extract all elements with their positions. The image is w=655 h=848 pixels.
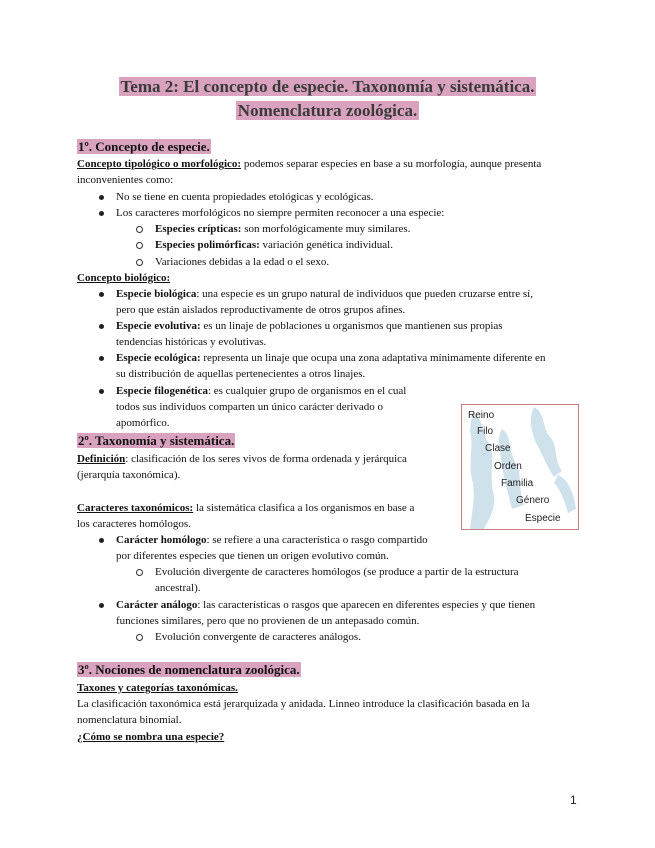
bullet-dot [99,211,104,216]
bullet-dot [99,389,104,394]
section-3-heading: 3º. Nociones de nomenclatura zoológica. [78,662,300,677]
list-item-continuation: su distribución de aquellas pertenecientes a otros linajes. [116,368,366,380]
biologico-heading: Concepto biológico: [77,272,171,284]
bullet-dot [99,603,104,608]
list-item: Especie filogenética: es cualquier grupo de organismos en el cual [116,385,407,397]
document-title-line-2: Nomenclatura zoológica. [237,101,418,120]
document-title-line-1: Tema 2: El concepto de especie. Taxonomía y sistemática. [120,77,535,96]
list-item-continuation: apomórfico. [116,417,170,429]
list-item: Especies crípticas: son morfológicamente muy similares. [155,223,411,235]
list-item: Carácter homólogo: se refiere a una característica o rasgo compartido [116,534,428,546]
definicion-line-1: Definición: clasificación de los seres vivos de forma ordenada y jerárquica [77,453,407,465]
bullet-dot [99,538,104,543]
sub-bullet-circle [136,634,143,641]
rank-label: Filo [477,426,494,437]
list-item: No se tiene en cuenta propiedades etológicas y ecológicas. [116,191,374,203]
list-item-continuation: pero que están aislados reproductivamente de otros grupos afines. [116,304,406,316]
definicion-line-2: (jerarquía taxonómica). [77,469,181,481]
list-item: Especies polimórficas: variación genética individual. [155,239,393,251]
rank-label: Especie [525,513,561,524]
sub-bullet-circle [136,259,143,266]
rank-label: Reino [468,410,495,421]
sub-bullet-circle [136,226,143,233]
rank-label: Género [516,495,550,506]
list-item: Especie biológica: una especie es un grupo natural de individuos que pueden cruzarse entre sí, [116,288,533,300]
caracteres-line-2: los caracteres homólogos. [77,518,191,530]
section-1-heading: 1º. Concepto de especie. [78,139,210,154]
list-item-continuation: por diferentes especies que tienen un origen evolutivo común. [116,550,389,562]
list-item-continuation: todos sus individuos comparten un único carácter derivado o [116,401,383,413]
bullet-dot [99,195,104,200]
bullet-dot [99,324,104,329]
page-number: 1 [570,793,577,807]
list-item: Variaciones debidas a la edad o el sexo. [155,256,330,268]
rank-label: Familia [501,478,534,489]
bullet-dot [99,292,104,297]
list-item: Evolución convergente de caracteres análogos. [155,631,361,643]
list-item-continuation: funciones similares, pero que no provienen de un antepasado común. [116,615,420,627]
rank-label: Orden [494,461,522,472]
list-item: Especie evolutiva: es un linaje de poblaciones u organismos que mantienen sus propias [116,320,503,332]
section-2-heading: 2º. Taxonomía y sistemática. [78,433,235,448]
taxones-heading: Taxones y categorías taxonómicas. [77,682,238,694]
list-item: Los caracteres morfológicos no siempre permiten reconocer a una especie: [116,207,445,219]
list-item: Especie ecológica: representa un linaje que ocupa una zona adaptativa mínimamente diferente en [116,352,546,364]
taxones-line-2: nomenclatura binomial. [77,714,182,726]
list-item-continuation: tendencias históricas y evolutivas. [116,336,267,348]
bullet-dot [99,356,104,361]
list-item-continuation: ancestral). [155,582,201,594]
tipologico-line-1: Concepto tipológico o morfológico: podemos separar especies en base a su morfología, aunque presenta [77,158,542,170]
list-item: Carácter análogo: las características o rasgos que aparecen en diferentes especies y que tienen [116,599,536,611]
tipologico-line-2: inconvenientes como: [77,174,174,186]
taxonomy-hierarchy-figure [461,404,579,530]
sub-bullet-circle [136,242,143,249]
rank-label: Clase [485,443,511,454]
sub-bullet-circle [136,569,143,576]
taxones-line-1: La clasificación taxonómica está jerarquizada y anidada. Linneo introduce la clasificación basada en la [77,698,530,710]
como-heading: ¿Cómo se nombra una especie? [77,731,225,743]
list-item: Evolución divergente de caracteres homólogos (se produce a partir de la estructura [155,566,519,578]
caracteres-line-1: Caracteres taxonómicos: la sistemática clasifica a los organismos en base a [77,502,415,514]
